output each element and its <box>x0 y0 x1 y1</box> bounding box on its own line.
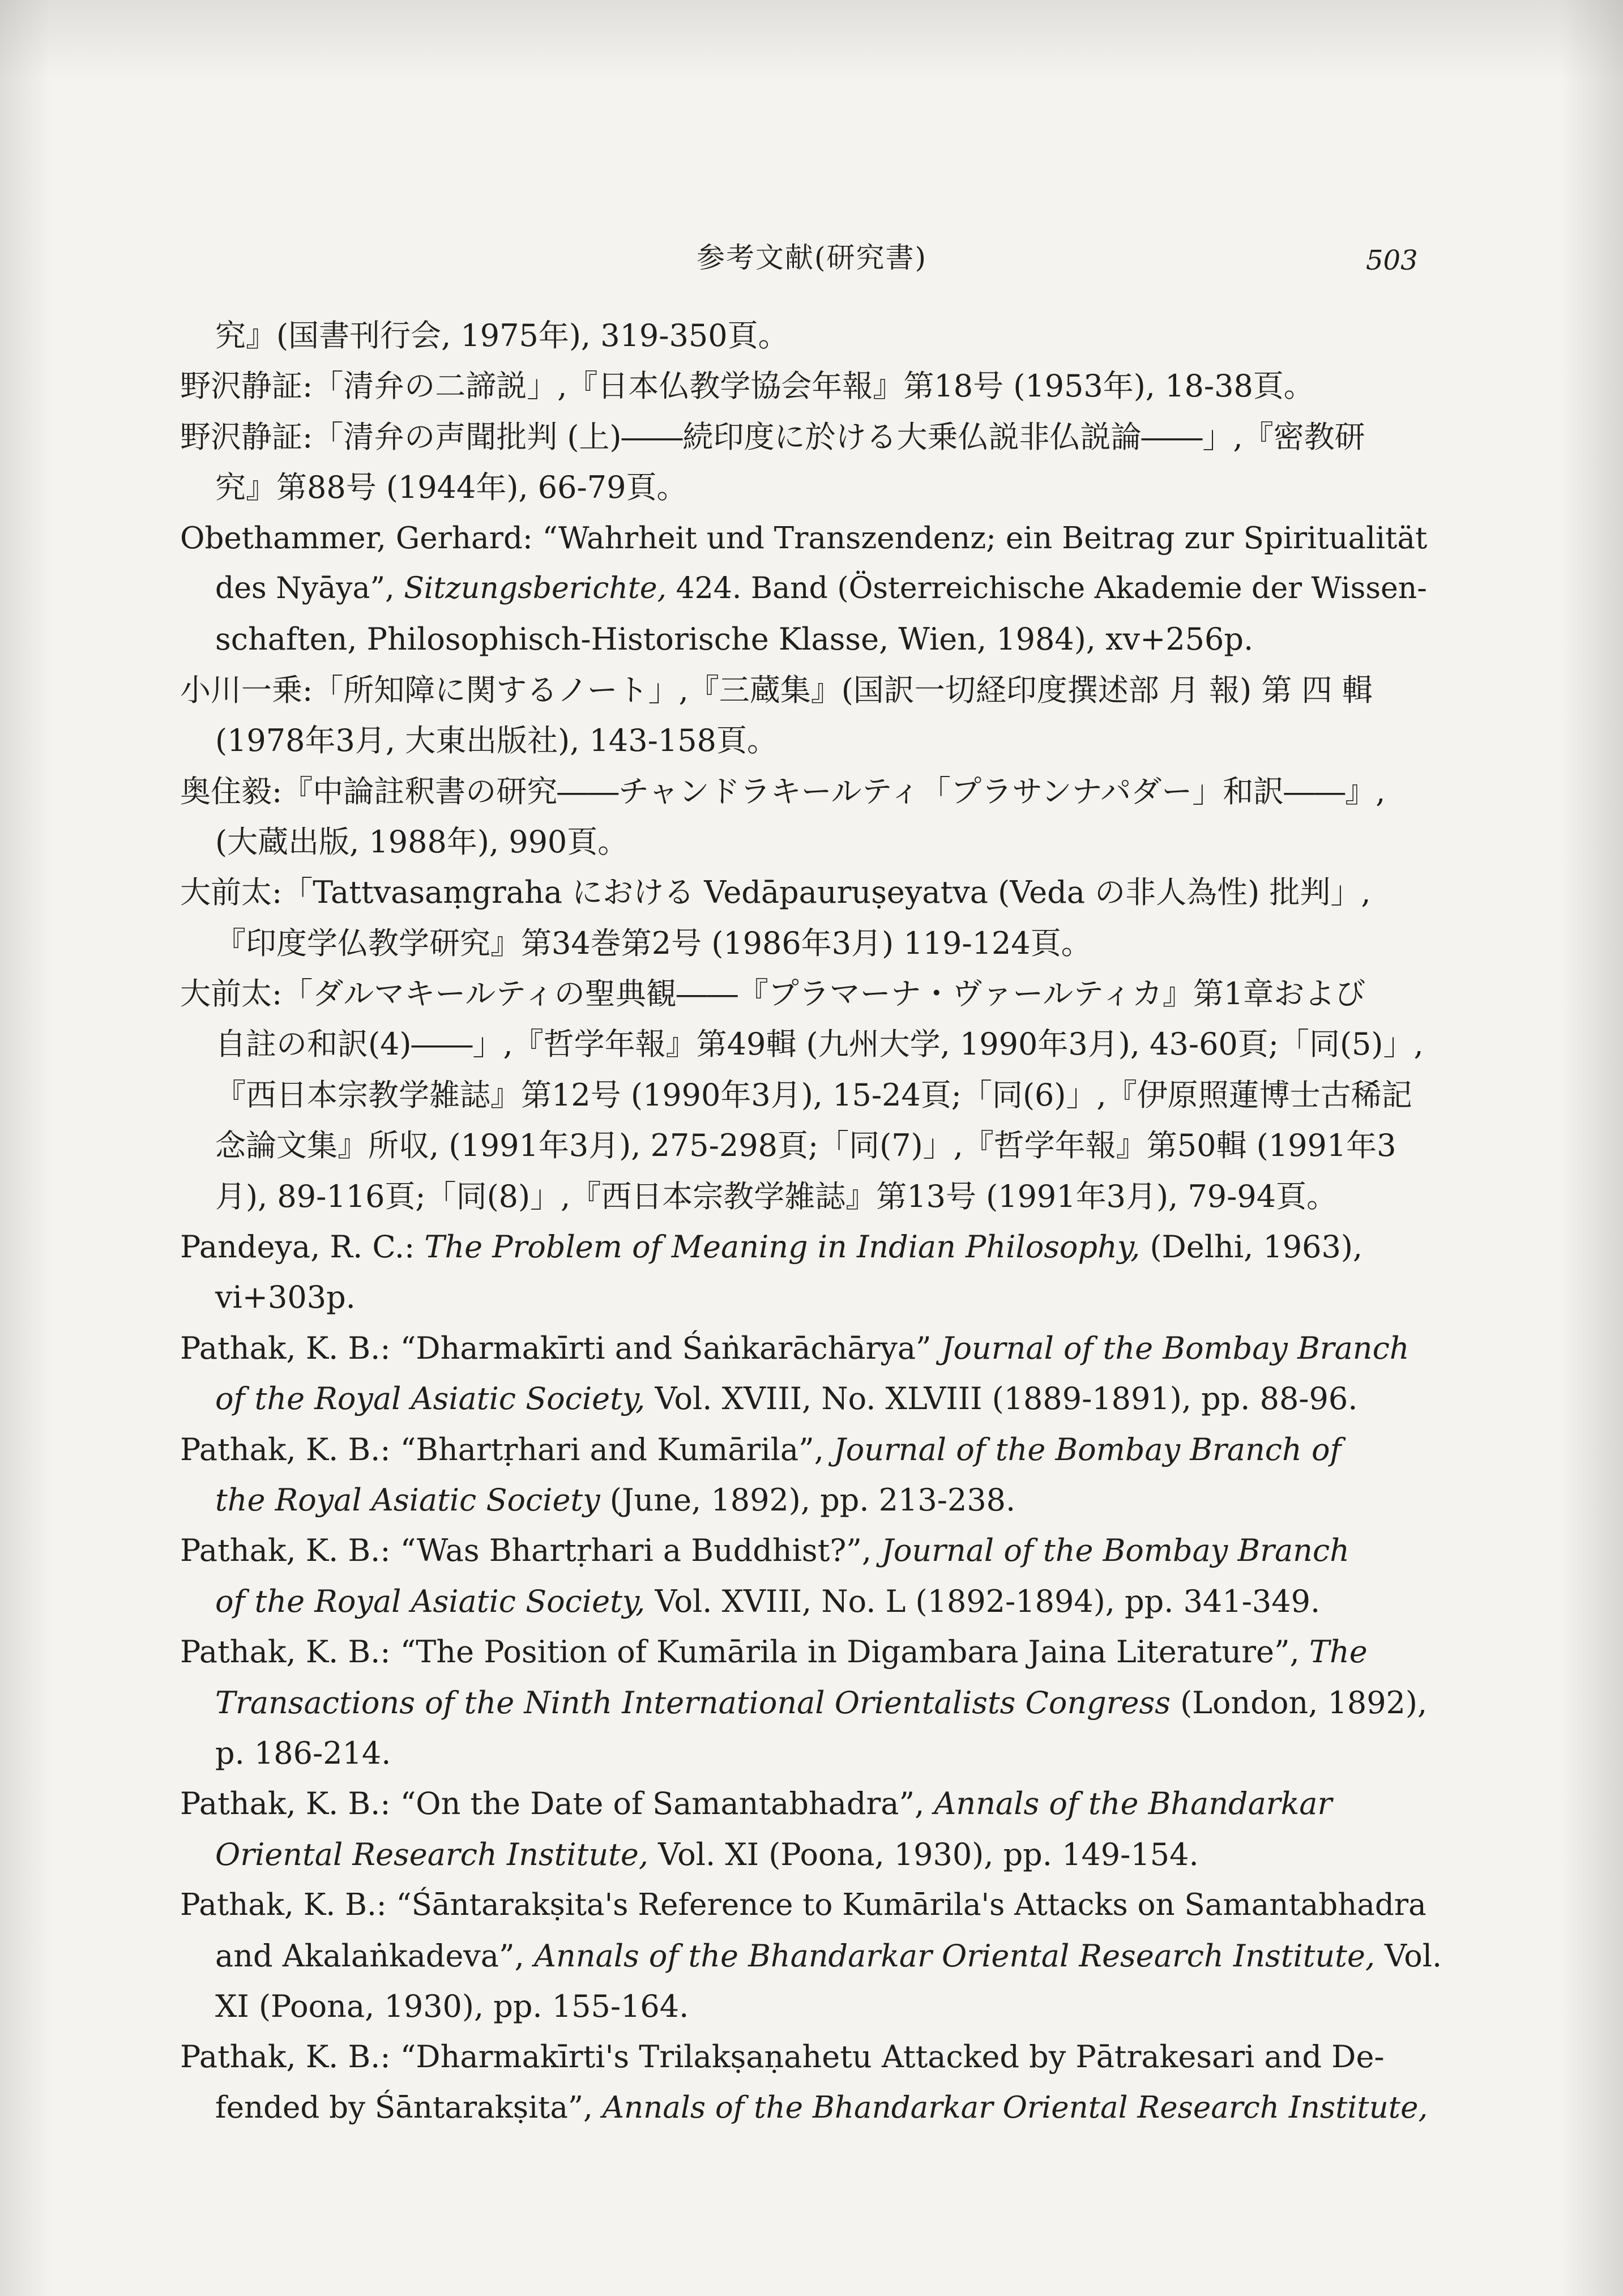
entry-line <box>180 665 1447 715</box>
text-run: 月), 89-116頁;「同(8)」,『西日本宗教学雑誌』第13号 (1991年3月), 79-94頁。 <box>215 1178 1338 1214</box>
text-run: (1978年3月, 大東出版社), 143-158頁。 <box>215 723 778 759</box>
text-run: schaften, Philosophisch-Historische Klasse, Wien, 1984), xv+256p. <box>215 621 1254 658</box>
entry-line <box>180 1829 1447 1880</box>
entry-line <box>180 614 1447 664</box>
italic-text: Annals of the Bhandarkar Oriental Research Institute, <box>533 1937 1376 1974</box>
text-run: 大前太:「ダルマキールティの聖典観――『プラマーナ・ヴァールティカ』第1章および <box>180 976 1366 1012</box>
text-run: 自註の和訳(4)――」,『哲学年報』第49輯 (九州大学, 1990年3月), 43-60頁;「同(5)」, <box>215 1026 1424 1062</box>
text-run: 『印度学仏教学研究』第34巻第2号 (1986年3月) 119-124頁。 <box>215 925 1092 961</box>
entry-line <box>180 462 1447 513</box>
entry-line <box>180 2082 1447 2133</box>
entry-line <box>180 1171 1447 1222</box>
italic-text: Annals of the Bhandarkar <box>934 1786 1332 1822</box>
entry-line <box>180 564 1447 614</box>
text-run: 野沢静証:「清弁の二諦説」,『日本仏教学協会年報』第18号 (1953年), 18-38頁。 <box>180 368 1314 404</box>
entry-line <box>180 1576 1447 1627</box>
text-run: Pathak, K. B.: “Bhartṛhari and Kumārila”, <box>180 1431 834 1467</box>
text-run: Pathak, K. B.: “The Position of Kumārila in Digambara Jaina Literature”, <box>180 1634 1309 1670</box>
italic-text: of the Royal Asiatic Society, <box>215 1583 646 1619</box>
text-run: Pathak, K. B.: “On the Date of Samantabhadra”, <box>180 1786 934 1822</box>
entry-line <box>180 1323 1447 1373</box>
italic-text: of the Royal Asiatic Society, <box>215 1381 646 1417</box>
entry-line <box>180 1778 1447 1829</box>
text-run: Pathak, K. B.: “Dharmakīrti and Śaṅkarāchārya” <box>180 1330 941 1366</box>
text-run: 『西日本宗教学雑誌』第12号 (1990年3月), 15-24頁;「同(6)」,『伊原照蓮博士古稀記 <box>215 1077 1412 1113</box>
text-run: XI (Poona, 1930), pp. 155-164. <box>215 1988 689 2024</box>
italic-text: Annals of the Bhandarkar Oriental Research Institute, <box>602 2090 1428 2125</box>
scan-shadow-left <box>0 0 51 2296</box>
entry-line <box>180 2032 1447 2082</box>
text-run: Vol. XVIII, No. XLVIII (1889-1891), pp. 88-96. <box>645 1381 1358 1417</box>
text-run: Pathak, K. B.: “Śāntarakṣita's Reference to Kumārila's Attacks on Samantabhadra <box>180 1888 1426 1923</box>
text-run: 奥住毅:『中論註釈書の研究――チャンドラキールティ「プラサンナパダー」和訳――』, <box>180 773 1386 809</box>
text-run: des Nyāya”, <box>215 571 404 605</box>
entry-line <box>180 1627 1447 1677</box>
entry-line <box>180 968 1447 1019</box>
text-run: and Akalaṅkadeva”, <box>215 1937 534 1974</box>
text-run: 究』第88号 (1944年), 66-79頁。 <box>215 470 687 506</box>
page-number: 503 <box>1366 245 1418 276</box>
text-run: 424. Band (Österreichische Akademie der Wissen- <box>667 571 1427 605</box>
italic-text: The <box>1309 1634 1368 1670</box>
text-run: Vol. XVIII, No. L (1892-1894), pp. 341-349. <box>645 1583 1321 1619</box>
italic-text: Journal of the Bombay Branch <box>881 1533 1349 1569</box>
entry-line <box>180 1070 1447 1120</box>
entry-line <box>180 918 1447 968</box>
entry-line <box>180 1019 1447 1069</box>
text-run: fended by Śāntarakṣita”, <box>215 2090 603 2125</box>
entry-line <box>180 1272 1447 1322</box>
italic-text: Journal of the Bombay Branch of <box>834 1431 1342 1467</box>
entry-line <box>180 1222 1447 1272</box>
text-run: Pandeya, R. C.: <box>180 1229 425 1265</box>
scan-shadow-top <box>0 0 1623 79</box>
entry-line <box>180 513 1447 564</box>
italic-text: The Problem of Meaning in Indian Philosophy, <box>424 1229 1141 1265</box>
running-head: 参考文献(研究書) <box>697 241 928 274</box>
text-run: (London, 1892), <box>1170 1684 1428 1721</box>
entry-line <box>180 1981 1447 2032</box>
entry-line <box>180 1678 1447 1728</box>
entry-line <box>180 1880 1447 1930</box>
text-run: Vol. <box>1375 1937 1442 1974</box>
text-run: (Delhi, 1963), <box>1140 1229 1363 1265</box>
entry-line <box>180 1120 1447 1171</box>
text-run: 小川一乗:「所知障に関するノート」,『三蔵集』(国訳一切経印度撰述部 月 報) 第 四 輯 <box>180 672 1373 708</box>
bibliography-text <box>180 310 1447 2133</box>
italic-text: Sitzungsberichte, <box>404 571 667 605</box>
italic-text: Transactions of the Ninth International Orientalists Congress <box>215 1684 1171 1721</box>
text-run: 野沢静証:「清弁の声聞批判 (上)――続印度に於ける大乗仏説非仏説論――」,『密教研 <box>180 419 1365 455</box>
text-run: p. 186-214. <box>215 1735 391 1771</box>
entry-line <box>180 766 1447 817</box>
entry-line <box>180 817 1447 867</box>
entry-line <box>180 1373 1447 1424</box>
scan-shadow-right <box>1561 0 1623 2296</box>
italic-text: Journal of the Bombay Branch <box>941 1330 1410 1366</box>
text-run: (大蔵出版, 1988年), 990頁。 <box>215 823 629 860</box>
entry-line <box>180 1475 1447 1525</box>
entry-line <box>180 1728 1447 1778</box>
entry-line <box>180 1525 1447 1576</box>
entry-line <box>180 310 1447 361</box>
entry-line <box>180 1931 1447 1981</box>
text-run: (June, 1892), pp. 213-238. <box>600 1482 1016 1518</box>
text-run: Pathak, K. B.: “Dharmakīrti's Trilakṣaṇahetu Attacked by Pātrakesari and De- <box>180 2039 1385 2075</box>
entry-line <box>180 412 1447 462</box>
entry-line <box>180 867 1447 917</box>
text-run: vi+303p. <box>215 1279 356 1316</box>
text-run: Pathak, K. B.: “Was Bhartṛhari a Buddhist?”, <box>180 1533 882 1569</box>
text-run: Obethammer, Gerhard: “Wahrheit und Transzendenz; ein Beitrag zur Spiritualität <box>180 520 1428 556</box>
text-run: Vol. XI (Poona, 1930), pp. 149-154. <box>648 1836 1199 1872</box>
entry-line <box>180 1424 1447 1475</box>
italic-text: Oriental Research Institute, <box>215 1836 648 1872</box>
text-run: 念論文集』所収, (1991年3月), 275-298頁;「同(7)」,『哲学年報』第50輯 (1991年3 <box>215 1128 1396 1164</box>
entry-line <box>180 715 1447 766</box>
entry-line <box>180 361 1447 411</box>
italic-text: the Royal Asiatic Society <box>215 1482 600 1518</box>
text-run: 究』(国書刊行会, 1975年), 319-350頁。 <box>215 318 789 353</box>
text-run: 大前太:「Tattvasaṃgraha における Vedāpauruṣeyatva (Veda の非人為性) 批判」, <box>180 874 1371 911</box>
